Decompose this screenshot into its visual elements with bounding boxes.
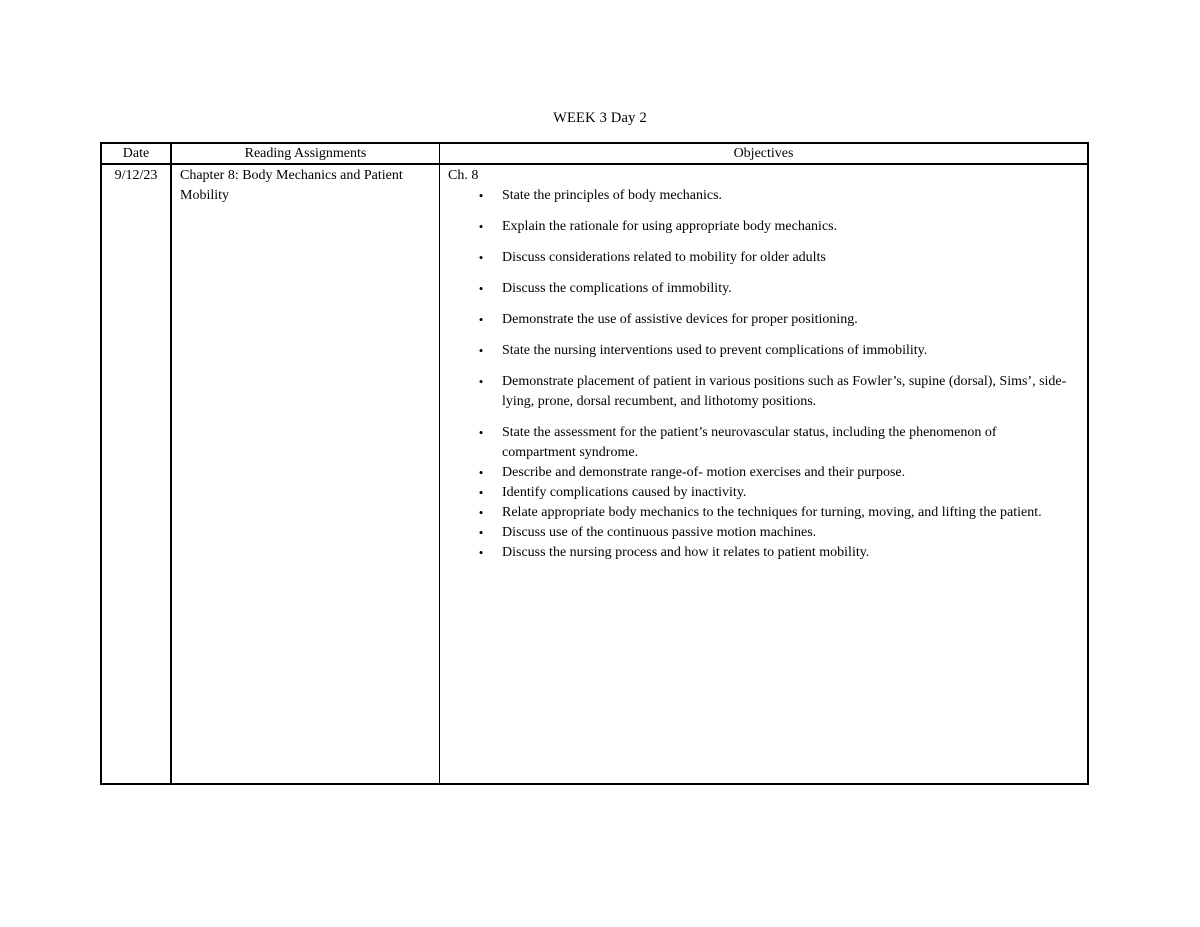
objective-text: Relate appropriate body mechanics to the techniques for turning, moving, and lifting the patient.: [502, 505, 1042, 520]
bullet-icon: •: [478, 485, 484, 500]
header-objectives: Objectives: [440, 143, 1089, 164]
bullet-icon: •: [478, 188, 484, 203]
header-reading-assignments: Reading Assignments: [171, 143, 440, 164]
objective-text: Demonstrate the use of assistive devices for proper positioning.: [502, 312, 858, 327]
objective-text: Explain the rationale for using appropriate body mechanics.: [502, 219, 838, 234]
bullet-icon: •: [478, 343, 484, 358]
list-item: [448, 483, 1079, 503]
objective-text: Describe and demonstrate range-of- motion exercises and their purpose.: [502, 465, 906, 480]
objectives-cell: [440, 164, 1089, 784]
list-item: [448, 279, 1079, 299]
bullet-icon: •: [478, 425, 484, 440]
header-date: Date: [101, 143, 171, 164]
reading-assignment-cell: Chapter 8: Body Mechanics and Patient Mobility: [171, 164, 440, 784]
list-item: [448, 523, 1079, 543]
bullet-icon: •: [478, 219, 484, 234]
objective-text: Discuss considerations related to mobility for older adults: [502, 250, 826, 265]
list-item: [448, 463, 1079, 483]
objective-text: State the assessment for the patient’s neurovascular status, including the phenomenon of compartment syndrome.: [502, 425, 997, 460]
table-row: [101, 164, 1088, 784]
objective-text: Identify complications caused by inactivity.: [502, 485, 747, 500]
bullet-icon: •: [478, 281, 484, 296]
bullet-icon: •: [478, 312, 484, 327]
list-item: [448, 217, 1079, 237]
objective-text: Discuss use of the continuous passive motion machines.: [502, 525, 817, 540]
bullet-icon: •: [478, 525, 484, 540]
bullet-icon: •: [478, 465, 484, 480]
chapter-label: Ch. 8: [448, 168, 479, 183]
list-item: [448, 341, 1079, 361]
bullet-icon: •: [478, 250, 484, 265]
date-cell: 9/12/23: [101, 164, 171, 784]
list-item: [448, 186, 1079, 206]
list-item: [448, 372, 1079, 412]
schedule-table: [100, 142, 1089, 785]
objective-text: Discuss the complications of immobility.: [502, 281, 732, 296]
list-item: [448, 248, 1079, 268]
objective-text: State the principles of body mechanics.: [502, 188, 723, 203]
list-item: [448, 503, 1079, 523]
bullet-icon: •: [478, 505, 484, 520]
bullet-icon: •: [478, 374, 484, 389]
objective-text: Discuss the nursing process and how it relates to patient mobility.: [502, 545, 870, 560]
objectives-list: [448, 186, 1079, 563]
bullet-icon: •: [478, 545, 484, 560]
list-item: [448, 423, 1079, 463]
page-title: WEEK 3 Day 2: [553, 110, 647, 126]
objective-text: Demonstrate placement of patient in various positions such as Fowler’s, supine (dorsal), Sims’, side-lying, prone, dorsal recumbent, and lithotomy positions.: [502, 374, 1067, 409]
list-item: [448, 543, 1079, 563]
header-row: [101, 143, 1088, 164]
list-item: [448, 310, 1079, 330]
objective-text: State the nursing interventions used to prevent complications of immobility.: [502, 343, 928, 358]
